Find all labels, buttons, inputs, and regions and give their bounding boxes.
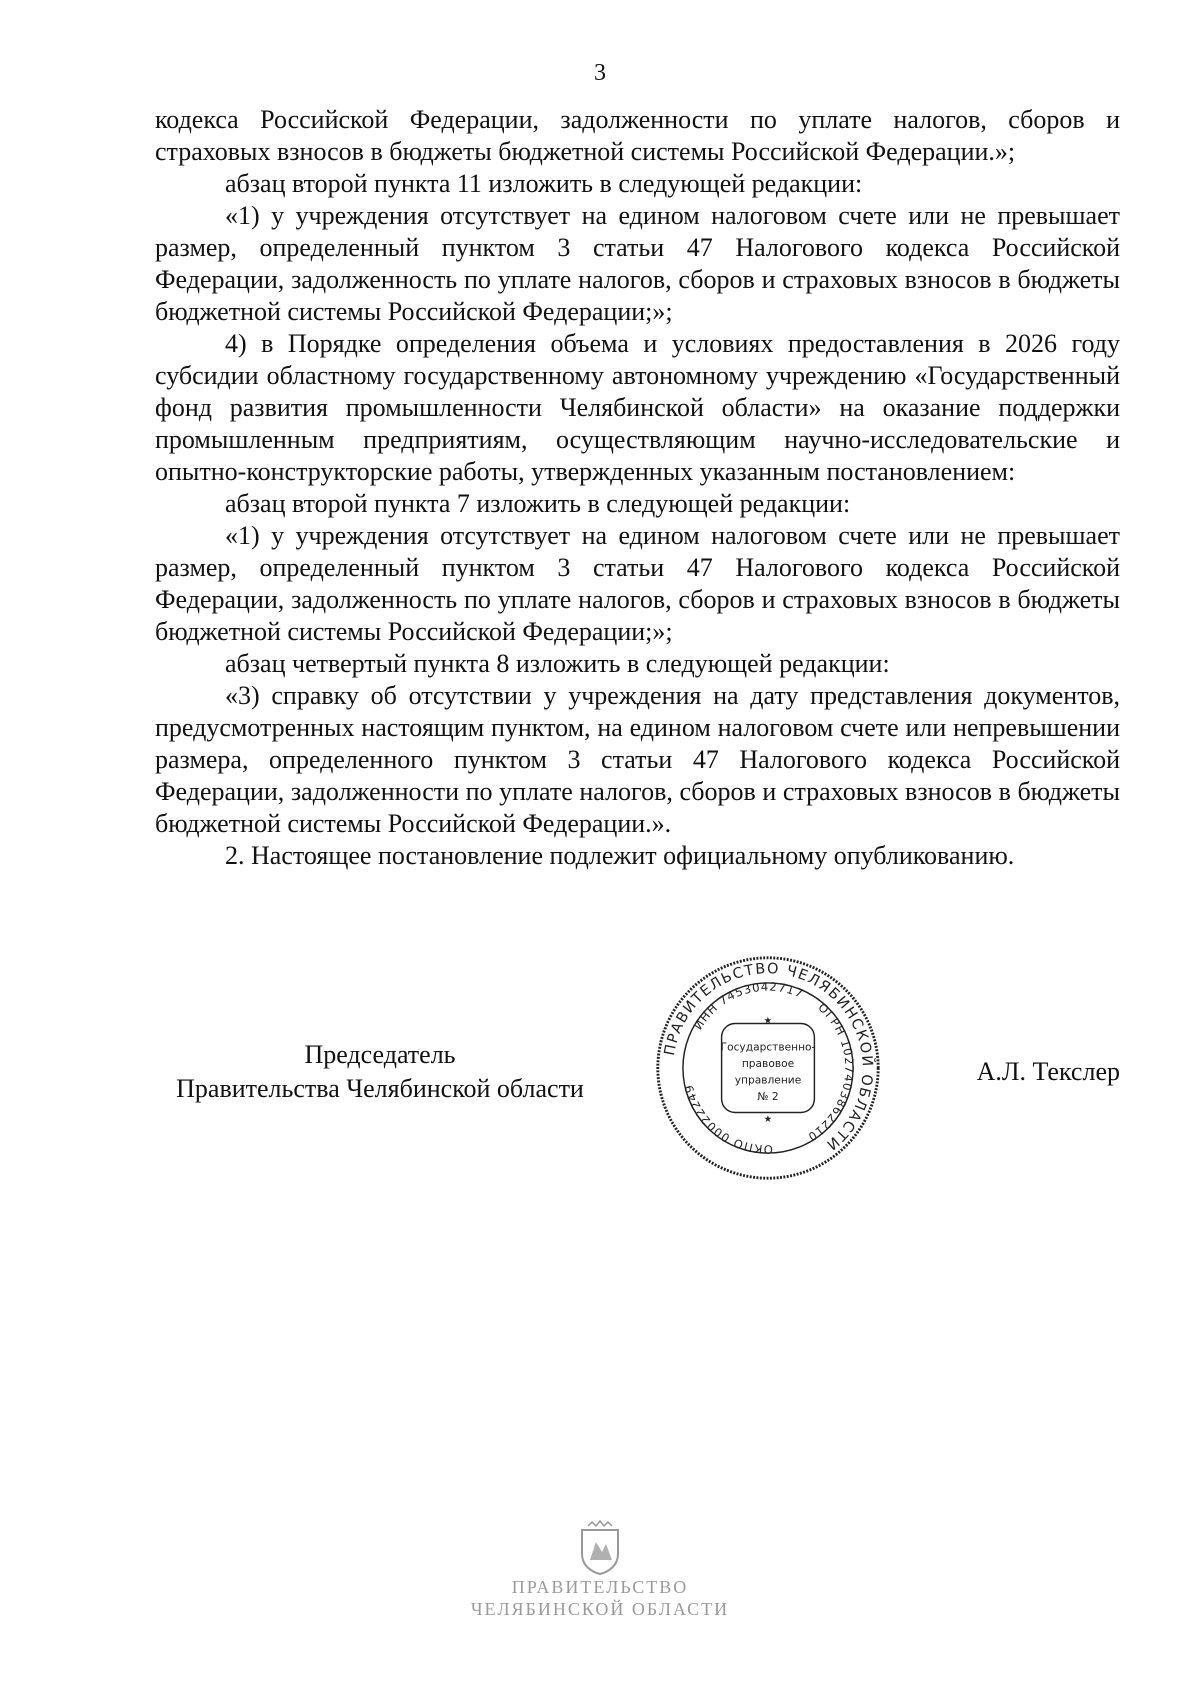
paragraph: 2. Настоящее постановление подлежит официальному опубликованию.: [225, 841, 1015, 870]
paragraph: абзац второй пункта 11 изложить в следующей редакции:: [225, 169, 863, 198]
coat-of-arms-icon: [578, 1520, 622, 1576]
paragraph: «1) у учреждения отсутствует на едином налоговом счете или не превышает размер, определенный пунктом 3 статьи 47 Налогового кодекса Российской Федерации, задолженность по уплате налогов, сборов и страховых взносов в бюджеты бюджетной системы Российской Федерации;»;: [155, 201, 1120, 326]
page-number: 3: [594, 60, 606, 86]
signatory-title-line1: Председатель: [304, 1040, 456, 1069]
paragraph: кодекса Российской Федерации, задолженности по уплате налогов, сборов и страховых взносов в бюджеты бюджетной системы Российской Федерации.»;: [155, 105, 1120, 166]
official-seal: [652, 952, 884, 1184]
paragraph: 4) в Порядке определения объема и условиях предоставления в 2026 году субсидии областному государственному автономному учреждению «Государственный фонд развития промышленности Челябинской области» на оказание поддержки промышленным предприятиям, осуществляющим научно-исследовательские и опытно-конструкторские работы, утвержденных указанным постановлением:: [155, 329, 1120, 486]
seal-inn-text: ИНН 7453042717: [690, 979, 806, 1033]
seal-star-icon: ★: [763, 1114, 773, 1126]
seal-star-icon: ★: [763, 1015, 773, 1027]
footer-line1: ПРАВИТЕЛЬСТВО: [511, 1577, 689, 1597]
seal-ogrn-text: ОГРН 1027403862210: [804, 1000, 857, 1145]
paragraph: абзац второй пункта 7 изложить в следующей редакции:: [225, 489, 851, 518]
footer-line2: ЧЕЛЯБИНСКОЙ ОБЛАСТИ: [470, 1599, 730, 1619]
seal-center-line4: № 2: [757, 1089, 779, 1103]
signatory-title-line2: Правительства Челябинской области: [176, 1074, 584, 1103]
seal-center-line1: Государственно-: [720, 1040, 816, 1054]
paragraph: «3) справку об отсутствии у учреждения на дату представления документов, предусмотренных настоящим пунктом, на едином налоговом счете или непревышении размера, определенного пунктом 3 статьи 47 Налогового кодекса Российской Федерации, задолженности по уплате налогов, сборов и страховых взносов в бюджеты бюджетной системы Российской Федерации.».: [155, 681, 1120, 838]
seal-center-line2: правовое: [741, 1057, 795, 1071]
seal-outer-text: ПРАВИТЕЛЬСТВО ЧЕЛЯБИНСКОЙ ОБЛАСТИ: [662, 961, 875, 1154]
signatory-title: [155, 1038, 605, 1106]
seal-center-line3: управление: [734, 1073, 802, 1087]
document-body: [155, 104, 1120, 872]
paragraph: «1) у учреждения отсутствует на едином налоговом счете или не превышает размер, определенный пунктом 3 статьи 47 Налогового кодекса Российской Федерации, задолженность по уплате налогов, сборов и страховых взносов в бюджеты бюджетной системы Российской Федерации;»;: [155, 521, 1120, 646]
signatory-name: А.Л. Текслер: [976, 1057, 1120, 1086]
seal-okpo-text: ОКПО 00022249: [681, 1082, 773, 1157]
footer-watermark: [440, 1520, 760, 1680]
paragraph: абзац четвертый пункта 8 изложить в следующей редакции:: [225, 649, 890, 678]
